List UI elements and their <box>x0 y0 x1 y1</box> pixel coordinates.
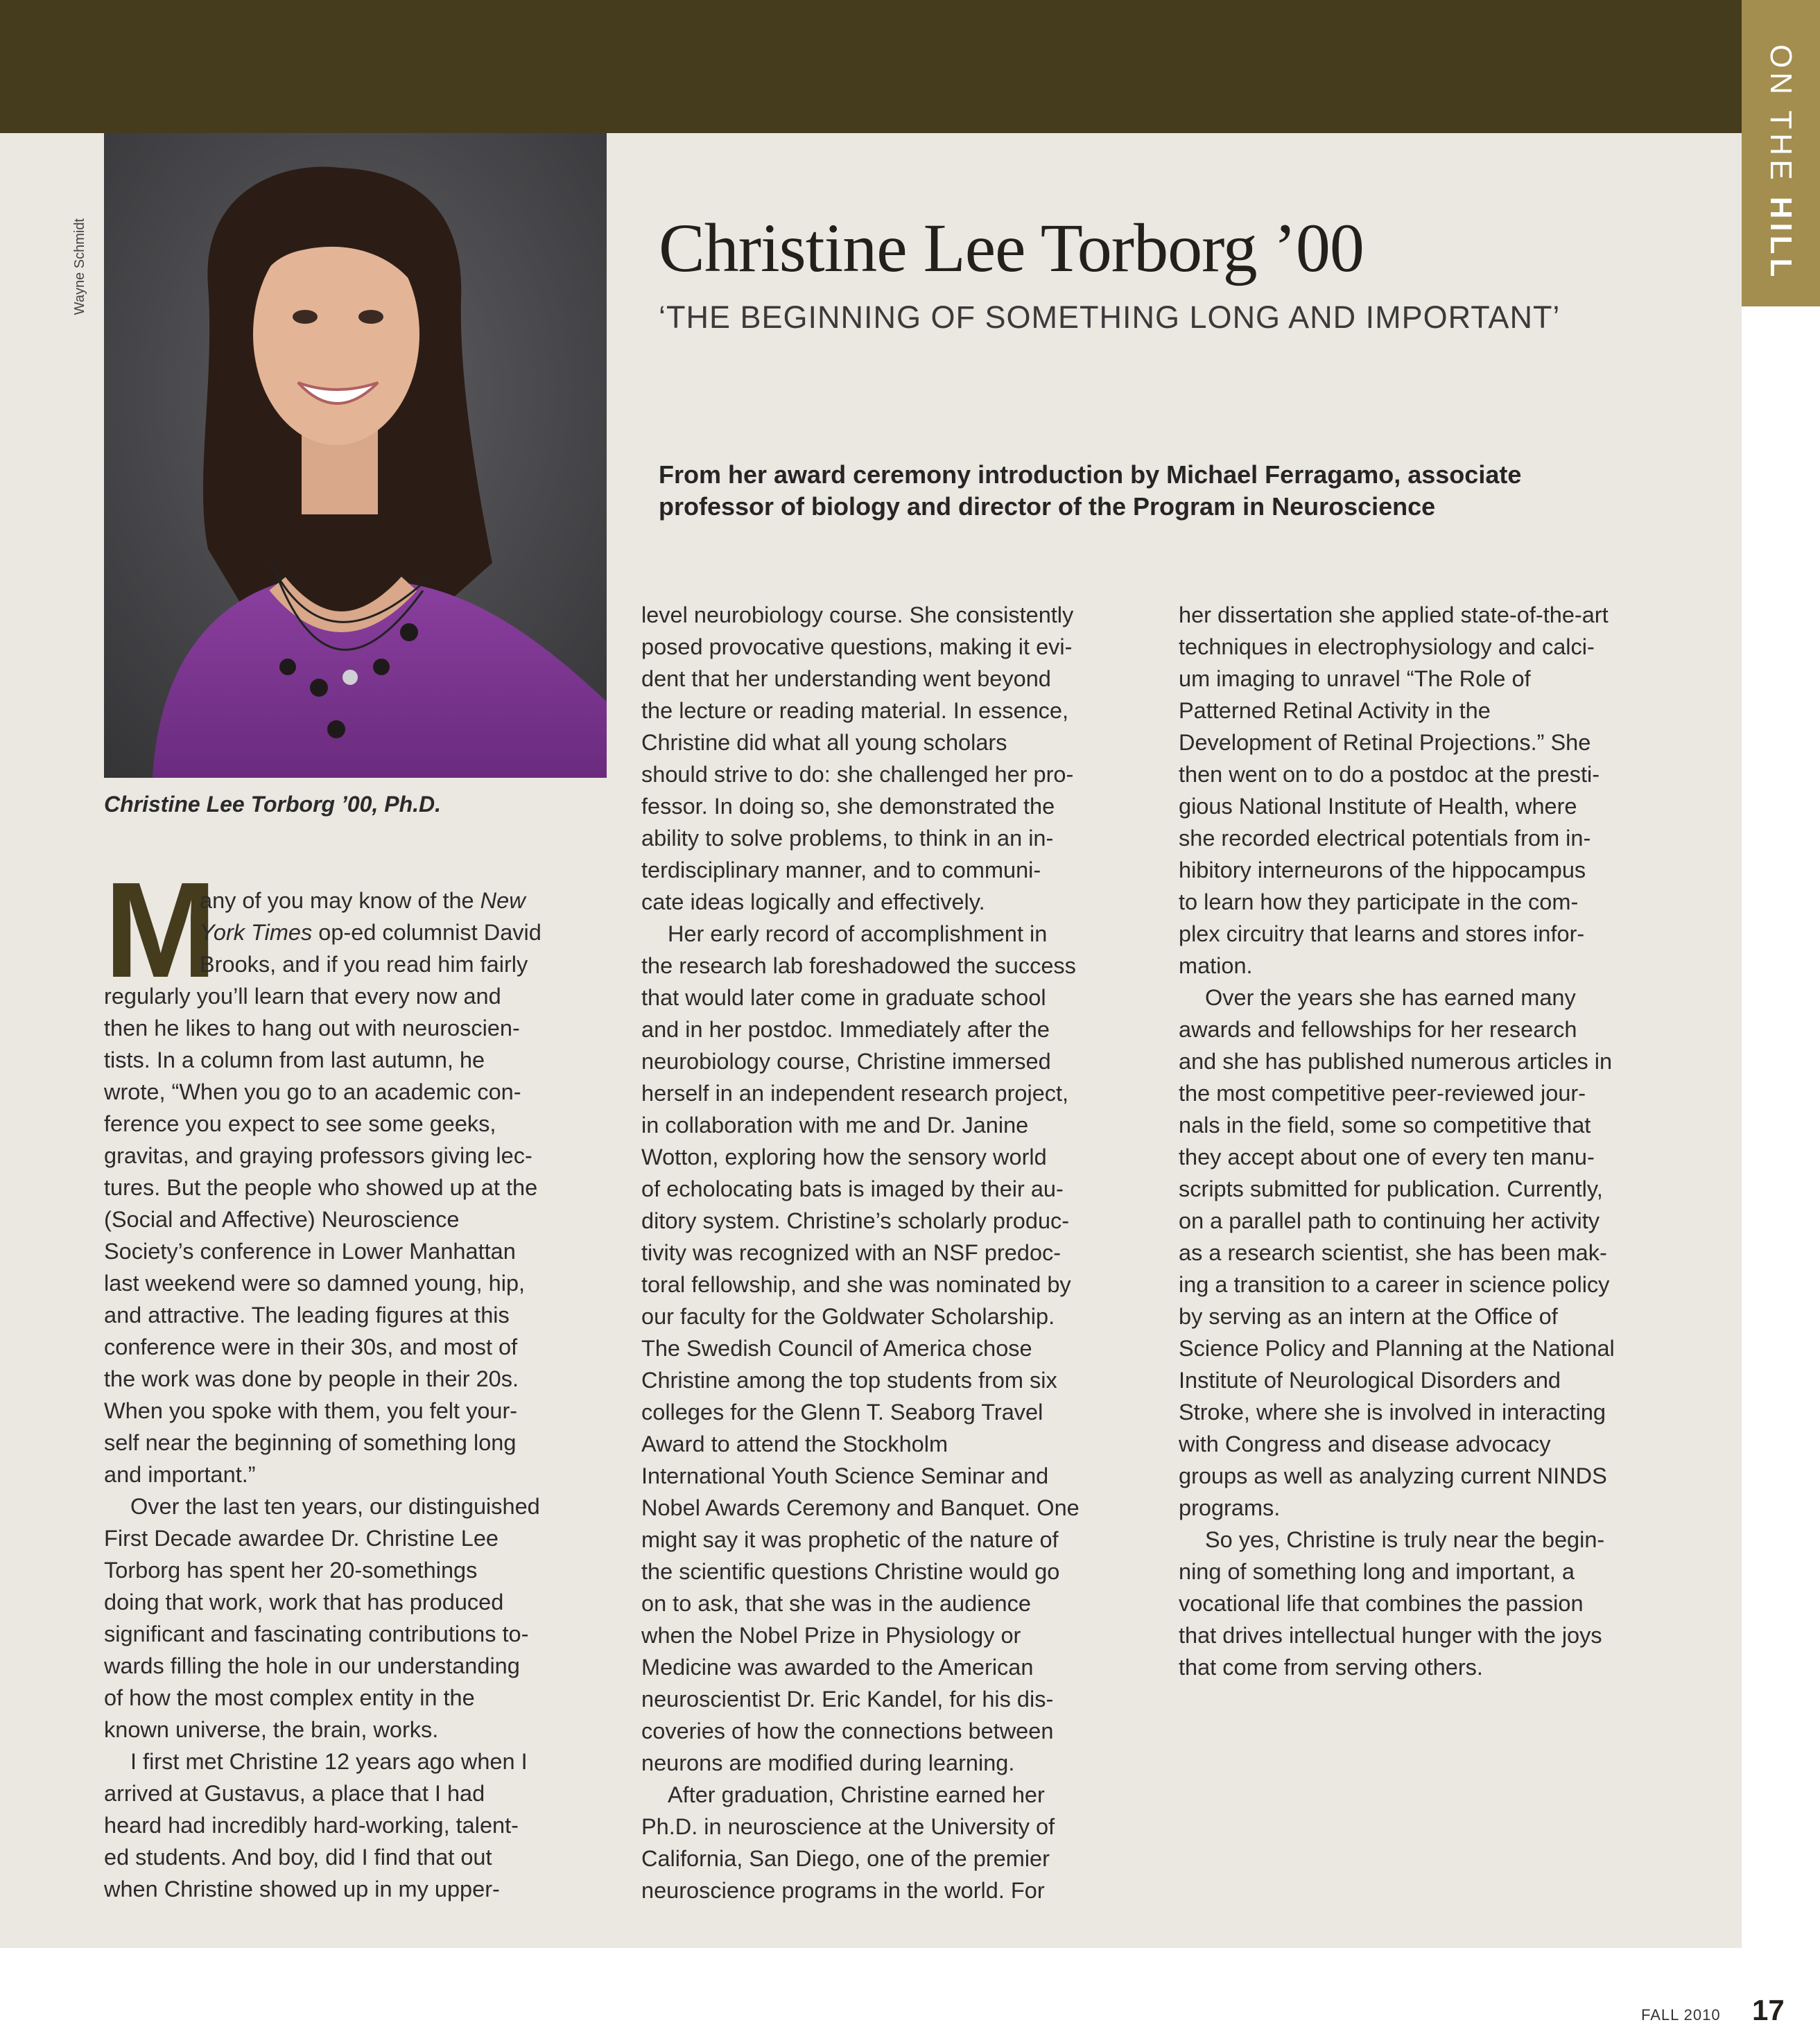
body-line: After graduation, Christine earned her <box>668 1782 1045 1807</box>
body-line: Over the years she has earned many <box>1205 985 1576 1010</box>
body-line: (Social and Affective) Neuroscience <box>104 1207 460 1232</box>
body-line: and she has published numerous articles in <box>1179 1049 1613 1074</box>
body-line: Ph.D. in neuroscience at the University of <box>641 1814 1055 1839</box>
portrait-photo <box>104 133 607 778</box>
body-line: of how the most complex entity in the <box>104 1685 475 1710</box>
body-line: any of you may know of the New <box>200 888 526 913</box>
body-line: on to ask, that she was in the audience <box>641 1591 1031 1616</box>
body-line: in collaboration with me and Dr. Janine <box>641 1113 1029 1138</box>
body-line: regularly you’ll learn that every now and <box>104 984 501 1009</box>
body-line: nals in the field, some so competitive that <box>1179 1113 1591 1138</box>
body-line: when the Nobel Prize in Physiology or <box>641 1623 1021 1648</box>
column-2-lines <box>641 599 1134 1906</box>
body-line: fessor. In doing so, she demonstrated the <box>641 794 1055 819</box>
body-line: then he likes to hang out with neuroscien- <box>104 1016 520 1041</box>
photo-credit: Wayne Schmidt <box>72 218 87 315</box>
body-line: International Youth Science Seminar and <box>641 1463 1049 1488</box>
body-line: with Congress and disease advocacy <box>1179 1432 1551 1456</box>
body-line: awards and fellowships for her research <box>1179 1017 1577 1042</box>
body-line: when Christine showed up in my upper- <box>104 1877 500 1902</box>
column-1-lines <box>104 980 596 1905</box>
body-line: toral fellowship, and she was nominated by <box>641 1272 1071 1297</box>
body-line: and attractive. The leading figures at this <box>104 1303 510 1328</box>
body-line: um imaging to unravel “The Role of <box>1179 666 1531 691</box>
article-subtitle: ‘THE BEGINNING OF SOMETHING LONG AND IMPORTANT’ <box>659 299 1561 335</box>
drop-cap: M <box>104 854 218 1006</box>
body-line: neuroscience programs in the world. For <box>641 1878 1045 1903</box>
body-line: Stroke, where she is involved in interacting <box>1179 1400 1606 1425</box>
section-tab <box>1742 0 1820 306</box>
body-line: Society’s conference in Lower Manhattan <box>104 1239 516 1264</box>
body-line: vocational life that combines the passion <box>1179 1591 1584 1616</box>
body-column-1 <box>104 885 596 1905</box>
body-line: her dissertation she applied state-of-the-art <box>1179 602 1609 627</box>
body-line: by serving as an intern at the Office of <box>1179 1304 1558 1329</box>
body-line: conference were in their 30s, and most of <box>104 1334 518 1359</box>
body-line: neurons are modified during learning. <box>641 1750 1015 1775</box>
body-line: ditory system. Christine’s scholarly produc- <box>641 1208 1070 1233</box>
body-line: arrived at Gustavus, a place that I had <box>104 1781 485 1806</box>
body-line: might say it was prophetic of the nature of <box>641 1527 1059 1552</box>
body-line: Torborg has spent her 20-somethings <box>104 1558 478 1583</box>
body-line: cate ideas logically and effectively. <box>641 889 985 914</box>
body-line: last weekend were so damned young, hip, <box>104 1271 526 1296</box>
body-line: The Swedish Council of America chose <box>641 1336 1032 1361</box>
body-line: dent that her understanding went beyond <box>641 666 1051 691</box>
body-line: gravitas, and graying professors giving lec- <box>104 1143 532 1168</box>
body-line: known universe, the brain, works. <box>104 1717 439 1742</box>
body-line: Over the last ten years, our distinguished <box>130 1494 540 1519</box>
body-line: the scientific questions Christine would go <box>641 1559 1060 1584</box>
body-line: heard had incredibly hard-working, talent- <box>104 1813 519 1838</box>
column-3-lines <box>1179 599 1671 1683</box>
article-intro <box>659 459 1629 523</box>
body-line: significant and fascinating contributions to- <box>104 1621 529 1646</box>
body-line: Medicine was awarded to the American <box>641 1655 1034 1680</box>
body-line: neurobiology course, Christine immersed <box>641 1049 1051 1074</box>
body-line: tures. But the people who showed up at the <box>104 1175 538 1200</box>
body-line: hibitory interneurons of the hippocampus <box>1179 858 1586 882</box>
body-line: Development of Retinal Projections.” She <box>1179 730 1591 755</box>
body-line: Christine did what all young scholars <box>641 730 1007 755</box>
body-line: Science Policy and Planning at the National <box>1179 1336 1615 1361</box>
intro-line: professor of biology and director of the Program in Neuroscience <box>659 492 1436 521</box>
article-title: Christine Lee Torborg ’00 <box>659 209 1364 286</box>
body-line: of echolocating bats is imaged by their au- <box>641 1176 1064 1201</box>
body-line: then went on to do a postdoc at the presti- <box>1179 762 1600 787</box>
body-line: on a parallel path to continuing her activity <box>1179 1208 1600 1233</box>
body-line: ed students. And boy, did I find that out <box>104 1845 492 1870</box>
body-line: plex circuitry that learns and stores infor- <box>1179 921 1585 946</box>
body-line: ning of something long and important, a <box>1179 1559 1575 1584</box>
body-column-3 <box>1179 599 1671 1683</box>
body-line: First Decade awardee Dr. Christine Lee <box>104 1526 499 1551</box>
body-line: programs. <box>1179 1495 1281 1520</box>
body-line: techniques in electrophysiology and calci- <box>1179 634 1595 659</box>
body-line: York Times op-ed columnist David <box>200 920 541 945</box>
body-line: our faculty for the Goldwater Scholarship. <box>641 1304 1055 1329</box>
body-line: that would later come in graduate school <box>641 985 1046 1010</box>
body-column-2 <box>641 599 1134 1906</box>
photo-caption: Christine Lee Torborg ’00, Ph.D. <box>104 792 441 817</box>
body-line: wards filling the hole in our understanding <box>104 1653 520 1678</box>
body-line: tists. In a column from last autumn, he <box>104 1047 485 1072</box>
body-line: Award to attend the Stockholm <box>641 1432 948 1456</box>
body-line: Patterned Retinal Activity in the <box>1179 698 1491 723</box>
body-line: Her early record of accomplishment in <box>668 921 1048 946</box>
body-line: colleges for the Glenn T. Seaborg Travel <box>641 1400 1043 1425</box>
body-line: to learn how they participate in the com- <box>1179 889 1579 914</box>
body-line: should strive to do: she challenged her pro- <box>641 762 1074 787</box>
body-line: Wotton, exploring how the sensory world <box>641 1145 1047 1169</box>
body-line: scripts submitted for publication. Currently, <box>1179 1176 1603 1201</box>
body-line: When you spoke with them, you felt your- <box>104 1398 518 1423</box>
body-line: Institute of Neurological Disorders and <box>1179 1368 1561 1393</box>
body-line: groups as well as analyzing current NINDS <box>1179 1463 1607 1488</box>
body-line: and in her postdoc. Immediately after the <box>641 1017 1050 1042</box>
body-line: posed provocative questions, making it evi- <box>641 634 1073 659</box>
body-line: self near the beginning of something long <box>104 1430 517 1455</box>
body-line: tivity was recognized with an NSF predoc- <box>641 1240 1061 1265</box>
body-line: mation. <box>1179 953 1253 978</box>
body-line: they accept about one of every ten manu- <box>1179 1145 1595 1169</box>
body-line: level neurobiology course. She consistently <box>641 602 1074 627</box>
issue-label: FALL 2010 <box>1641 2006 1721 2024</box>
body-line: Nobel Awards Ceremony and Banquet. One <box>641 1495 1080 1520</box>
body-line: she recorded electrical potentials from in- <box>1179 826 1591 851</box>
body-line: ference you expect to see some geeks, <box>104 1111 496 1136</box>
body-line: that come from serving others. <box>1179 1655 1483 1680</box>
body-line: the most competitive peer-reviewed jour- <box>1179 1081 1586 1106</box>
body-line: wrote, “When you go to an academic con- <box>104 1079 521 1104</box>
body-line: the research lab foreshadowed the success <box>641 953 1076 978</box>
body-line: that drives intellectual hunger with the joys <box>1179 1623 1602 1648</box>
body-line: California, San Diego, one of the premier <box>641 1846 1050 1871</box>
body-line: the work was done by people in their 20s. <box>104 1366 519 1391</box>
page-number: 17 <box>1752 1994 1785 2026</box>
body-line: coveries of how the connections between <box>641 1719 1054 1743</box>
intro-line: From her award ceremony introduction by Michael Ferragamo, associate <box>659 460 1522 489</box>
body-line: I first met Christine 12 years ago when I <box>130 1749 528 1774</box>
body-line: terdisciplinary manner, and to communi- <box>641 858 1041 882</box>
body-line: Christine among the top students from six <box>641 1368 1057 1393</box>
header-band <box>0 0 1742 133</box>
body-line: doing that work, work that has produced <box>104 1590 504 1615</box>
body-line: gious National Institute of Health, where <box>1179 794 1577 819</box>
body-line: Brooks, and if you read him fairly <box>200 952 528 977</box>
body-line: as a research scientist, she has been mak- <box>1179 1240 1607 1265</box>
body-line: the lecture or reading material. In essence, <box>641 698 1069 723</box>
body-line: ing a transition to a career in science policy <box>1179 1272 1610 1297</box>
body-line: and important.” <box>104 1462 256 1487</box>
body-line: neuroscientist Dr. Eric Kandel, for his dis- <box>641 1687 1054 1712</box>
section-tab-label: ON THE HILL <box>1764 44 1798 281</box>
body-line: So yes, Christine is truly near the begin- <box>1205 1527 1605 1552</box>
body-line: ability to solve problems, to think in an in- <box>641 826 1054 851</box>
body-line: herself in an independent research project, <box>641 1081 1069 1106</box>
